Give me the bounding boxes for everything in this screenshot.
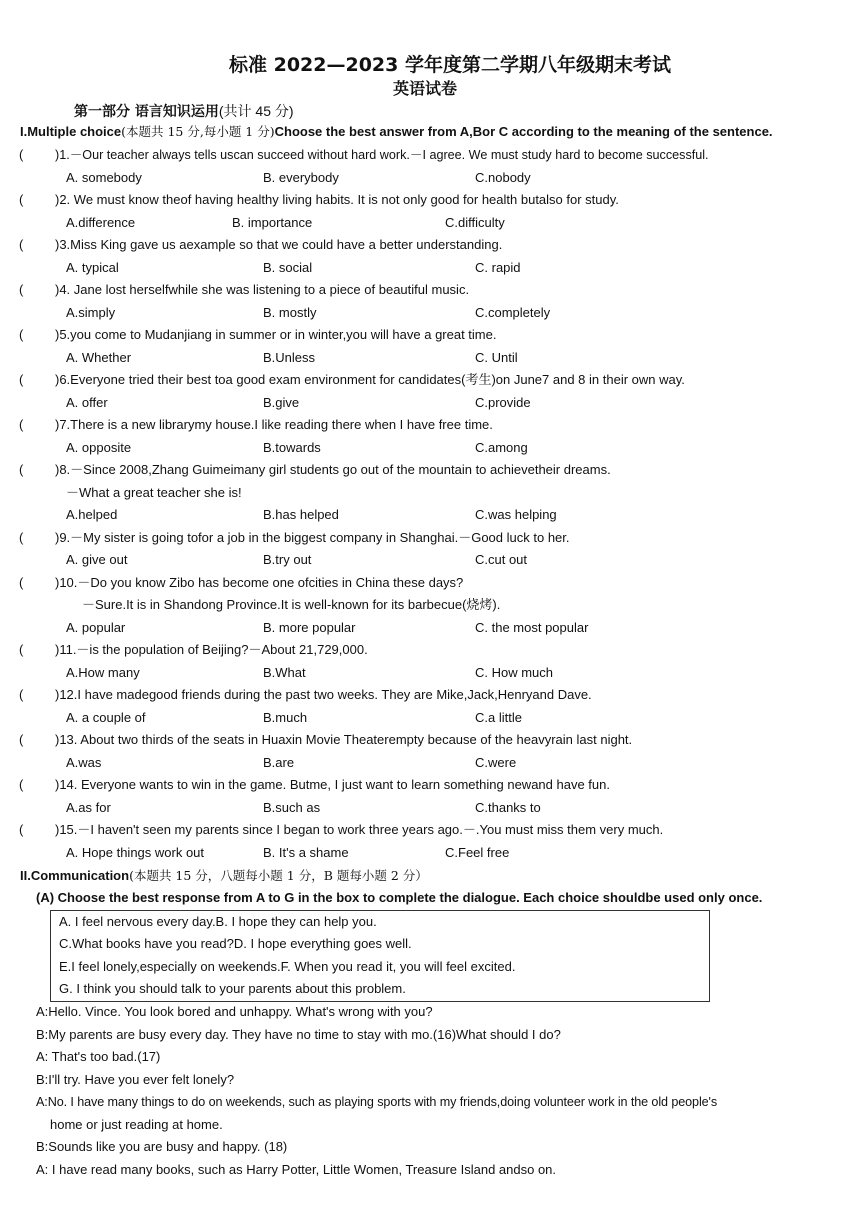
box-line: A. I feel nervous every day.B. I hope they can help you. (59, 914, 377, 929)
option-b: B.are (263, 754, 295, 770)
question-text: )12.I have madegood friends during the past two weeks. They are Mike,Jack,Henryand Dave. (55, 687, 592, 702)
option-b: B.give (263, 394, 300, 410)
section2-heading (20, 867, 428, 885)
option-b: B.What (263, 664, 306, 680)
option-a: A. Hope things work out (66, 844, 205, 860)
option-a: A.difference (66, 214, 136, 230)
option-c: C.thanks to (475, 799, 541, 815)
option-c: C.were (475, 754, 517, 770)
option-c: C. How much (475, 664, 554, 680)
option-a: A. offer (66, 394, 108, 410)
option-a: A.How many (66, 664, 140, 680)
answer-paren: ( (19, 417, 24, 432)
box-line: C.What books have you read?D. I hope everything goes well. (59, 936, 412, 951)
option-a: A. popular (66, 619, 126, 635)
answer-paren: ( (19, 327, 24, 342)
option-a: A. opposite (66, 439, 132, 455)
option-c: C.provide (475, 394, 531, 410)
question-reply: －Sure.It is in Shandong Province.It is well-known for its barbecue(烧烤). (82, 597, 501, 612)
option-c: C.nobody (475, 169, 531, 185)
question-text: )4. Jane lost herselfwhile she was listening to a piece of beautiful music. (55, 282, 470, 297)
dialogue-line: A: That's too bad.(17) (36, 1049, 161, 1064)
dialogue-line: A: I have read many books, such as Harry Potter, Little Women, Treasure Island andso on. (36, 1162, 557, 1177)
option-b: B.Unless (263, 349, 316, 365)
choices-box (50, 910, 710, 1002)
part-label: 第一部分 语言知识运用 (74, 104, 219, 120)
question-text: )11.－is the population of Beijing?－About 21,729,000. (55, 642, 368, 657)
option-c: C. the most popular (475, 619, 589, 635)
option-a: A.was (66, 754, 102, 770)
dialogue-line: A:No. I have many things to do on weekends, such as playing sports with my friends,doing volunteer work in the old people's (36, 1095, 718, 1109)
box-line: G. I think you should talk to your parents about this problem. (59, 981, 406, 996)
box-line: E.I feel lonely,especially on weekends.F. When you read it, you will feel excited. (59, 959, 516, 974)
answer-paren: ( (19, 822, 24, 837)
answer-paren: ( (19, 237, 24, 252)
question-text: )7.There is a new librarymy house.I like reading there when I have free time. (55, 417, 493, 432)
option-b: B. everybody (263, 169, 339, 185)
part-score: (共计 45 分) (218, 103, 294, 119)
answer-paren: ( (19, 732, 24, 747)
answer-paren: ( (19, 574, 24, 590)
option-a: A. a couple of (66, 709, 146, 725)
dialogue-line: A:Hello. Vince. You look bored and unhappy. What's wrong with you? (36, 1004, 433, 1019)
option-c: C. Until (475, 349, 518, 365)
question-text: )5.you come to Mudanjiang in summer or in winter,you will have a great time. (55, 327, 497, 342)
question-text: )15.－I haven't seen my parents since I began to work three years ago.－.You must miss them very much. (55, 822, 664, 837)
option-c: C.among (475, 439, 528, 455)
section1-title: I.Multiple choice (20, 124, 122, 139)
option-b: B. importance (232, 214, 313, 230)
section2-note: (本题共 15 分，八题每小题 1 分，B 题每小题 2 分） (129, 868, 428, 883)
option-b: B. more popular (263, 619, 356, 635)
answer-paren: ( (19, 372, 24, 387)
question-text: )10.－Do you know Zibo has become one ofcities in China these days? (55, 574, 464, 590)
option-c: C.completely (475, 304, 551, 320)
question-text: )1.－Our teacher always tells uscan succeed without hard work.－I agree. We must study hard to become successful. (55, 148, 709, 162)
option-a: A. somebody (66, 169, 142, 185)
question-reply: －What a great teacher she is! (66, 484, 242, 500)
option-a: A.helped (66, 507, 118, 522)
question-text: )9.－My sister is going tofor a job in the biggest company in Shanghai.－Good luck to her. (55, 529, 570, 545)
option-c: C.was helping (475, 507, 557, 522)
option-b: B. mostly (263, 304, 317, 320)
option-c: C.a little (475, 709, 522, 725)
section1-note: (本题共 15 分,每小题 1 分) (121, 124, 275, 139)
option-a: A.simply (66, 304, 116, 320)
question-text: )13. About two thirds of the seats in Huaxin Movie Theaterempty because of the heavyrain last night. (55, 732, 633, 747)
dialogue-line: B:My parents are busy every day. They have no time to stay with mo.(16)What should I do? (36, 1027, 561, 1042)
option-a: A. typical (66, 259, 119, 275)
part-heading (74, 101, 294, 121)
option-b: B.has helped (263, 507, 339, 522)
answer-paren: ( (19, 529, 24, 545)
question-text: )14. Everyone wants to win in the game. Butme, I just want to learn something newand have fun. (55, 777, 610, 792)
option-b: B. social (263, 259, 313, 275)
question-text: )8.－Since 2008,Zhang Guimeimany girl students go out of the mountain to achievetheir dreams. (55, 462, 611, 477)
dialogue-line: home or just reading at home. (50, 1117, 223, 1132)
option-a: A.as for (66, 799, 111, 815)
section2-sub-a: (A) Choose the best response from A to G in the box to complete the dialogue. Each choice shouldbe used only once. (36, 890, 763, 905)
section1-instruction: Choose the best answer from A,Bor C according to the meaning of the sentence. (274, 124, 773, 139)
option-c: C.Feel free (445, 844, 510, 860)
option-a: A. Whether (66, 349, 132, 365)
option-b: B.such as (263, 799, 321, 815)
option-b: B. It's a shame (263, 844, 349, 860)
exam-subtitle: 英语试卷 (392, 79, 457, 98)
dialogue-line: B:Sounds like you are busy and happy. (18) (36, 1139, 288, 1154)
question-text: )3.Miss King gave us aexample so that we could have a better understanding. (55, 237, 503, 252)
option-b: B.try out (263, 552, 312, 567)
option-b: B.much (263, 709, 308, 725)
option-a: A. give out (66, 552, 128, 567)
section1-heading (20, 123, 773, 141)
option-c: C. rapid (475, 259, 521, 275)
answer-paren: ( (19, 687, 24, 702)
question-text: )6.Everyone tried their best toa good exam environment for candidates(考生)on June7 and 8 in their own way. (55, 372, 685, 387)
section2-title: II.Communication (20, 868, 130, 883)
exam-title: 标准 2022—2023 学年度第二学期八年级期末考试 (229, 54, 671, 76)
question-text: )2. We must know theof having healthy living habits. It is not only good for health butalso for study. (55, 192, 619, 207)
answer-paren: ( (19, 147, 24, 162)
answer-paren: ( (19, 642, 24, 657)
option-b: B.towards (263, 439, 321, 455)
answer-paren: ( (19, 282, 24, 297)
answer-paren: ( (19, 777, 24, 792)
answer-paren: ( (19, 192, 24, 207)
answer-paren: ( (19, 462, 24, 477)
dialogue-line: B:I'll try. Have you ever felt lonely? (36, 1072, 235, 1087)
option-c: C.cut out (475, 552, 528, 567)
option-c: C.difficulty (445, 214, 505, 230)
